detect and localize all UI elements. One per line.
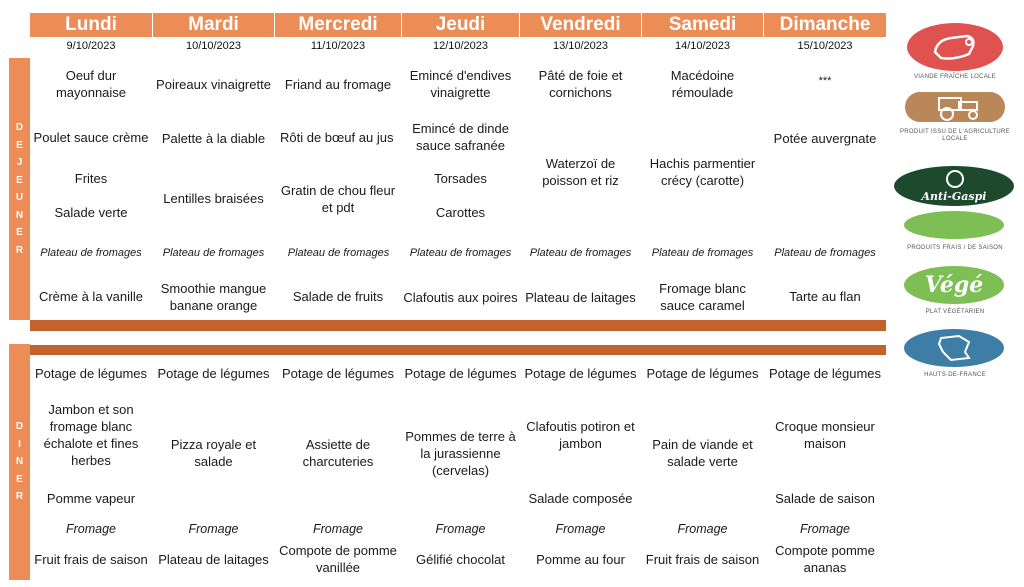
dej-accomp-jeudi-2: Carottes — [435, 204, 486, 220]
dej-dessert-mercredi: Salade de fruits — [292, 288, 384, 304]
dej-dessert-lundi: Crème à la vanille — [38, 288, 144, 304]
date-jeudi: 12/10/2023 — [432, 40, 489, 52]
date-mardi: 10/10/2023 — [185, 40, 242, 52]
dej-plat-jeudi: Emincé de dinde sauce safranée — [412, 121, 509, 153]
dej-entree-lundi: Oeuf dur mayonnaise — [55, 68, 127, 100]
side-letter: E — [16, 473, 23, 485]
side-letter: N — [15, 209, 24, 221]
din-dessert-samedi: Fruit frais de saison — [645, 551, 760, 567]
din-dessert-mercredi: Compote de pomme vanillée — [279, 543, 397, 575]
dej-fromage-lundi: Plateau de fromages — [40, 246, 142, 259]
dej-dessert-mardi: Smoothie mangue banane orange — [160, 281, 267, 313]
din-plat-mercredi: Assiette de charcuteries — [302, 437, 374, 469]
dinner-start-band — [30, 345, 886, 355]
meat-icon — [905, 22, 1005, 72]
tractor-icon — [903, 90, 1007, 124]
anti-gaspi-text: Anti-Gaspi — [921, 190, 987, 203]
dej-accomp-jeudi: Torsades — [434, 170, 487, 186]
dej-accomp-lundi: Frites — [74, 170, 108, 186]
date-vendredi: 13/10/2023 — [552, 40, 609, 52]
dej-accomp-mercredi: Gratin de chou fleur et pdt — [280, 183, 396, 215]
din-dessert-dimanche: Compote pomme ananas — [775, 543, 875, 575]
dej-plat-samedi: Hachis parmentier crécy (carotte) — [649, 156, 756, 188]
din-fromage-jeudi: Fromage — [435, 521, 486, 536]
dej-entree-dimanche: *** — [818, 74, 832, 87]
dej-entree-samedi: Macédoine rémoulade — [670, 68, 735, 100]
din-dessert-mardi: Plateau de laitages — [158, 551, 269, 567]
dej-plat-lundi: Poulet sauce crème — [33, 129, 149, 145]
lunch-end-band — [30, 320, 886, 331]
side-letter: E — [16, 174, 23, 186]
din-dessert-jeudi: Gélifié chocolat — [416, 551, 505, 567]
dej-dessert-vendredi: Plateau de laitages — [525, 289, 636, 305]
din-fromage-mercredi: Fromage — [312, 521, 364, 536]
dej-accomp-lundi-2: Salade verte — [54, 204, 128, 220]
din-fromage-samedi: Fromage — [677, 521, 728, 536]
din-plat-samedi: Pain de viande et salade verte — [652, 437, 753, 469]
dej-dessert-dimanche: Tarte au flan — [789, 288, 861, 304]
dej-dessert-jeudi: Clafoutis aux poires — [403, 289, 518, 305]
din-plat-lundi: Jambon et son fromage blanc échalote et fines herbes — [43, 402, 139, 468]
din-potage-samedi: Potage de légumes — [646, 365, 759, 381]
din-potage-lundi: Potage de légumes — [34, 365, 148, 381]
day-header-lundi: Lundi — [65, 14, 117, 35]
fresh-produce-icon — [903, 210, 1005, 240]
side-letter: E — [16, 139, 23, 151]
vege-text: Végé — [924, 272, 984, 298]
header-divider — [274, 13, 275, 37]
hauts-de-france-icon — [903, 328, 1005, 368]
legend-hdf-label: HAUTS-DE-FRANCE — [924, 372, 986, 378]
dej-entree-mardi: Poireaux vinaigrette — [156, 76, 271, 92]
din-plat-dimanche: Croque monsieur maison — [775, 419, 875, 451]
din-fromage-mardi: Fromage — [188, 521, 239, 536]
dej-entree-jeudi: Emincé d'endives vinaigrette — [409, 68, 512, 100]
din-fromage-dimanche: Fromage — [799, 521, 851, 536]
dejeuner-side-label — [9, 58, 30, 320]
dej-entree-mercredi: Friand au fromage — [284, 76, 392, 92]
date-dimanche: 15/10/2023 — [797, 40, 853, 52]
header-divider — [401, 13, 402, 37]
din-plat-jeudi: Pommes de terre à la jurassienne (cervelas) — [405, 428, 516, 478]
legend-viande-label: VIANDE FRAÎCHE LOCALE — [914, 74, 996, 80]
side-letter: R — [15, 244, 24, 256]
din-dessert-vendredi: Pomme au four — [536, 551, 625, 567]
legend-agriculture-label: PRODUIT ISSU DE L'AGRICULTURE LOCALE — [900, 129, 1010, 142]
day-header-mercredi: Mercredi — [298, 14, 378, 35]
dej-plat-dimanche: Potée auvergnate — [773, 130, 877, 146]
date-samedi: 14/10/2023 — [674, 40, 731, 52]
date-mercredi: 11/10/2023 — [310, 40, 366, 52]
side-letter: N — [15, 456, 24, 468]
dej-plat-mardi: Palette à la diable — [161, 130, 266, 146]
header-divider — [641, 13, 642, 37]
din-fromage-lundi: Fromage — [65, 521, 117, 536]
day-header-vendredi: Vendredi — [540, 14, 621, 35]
side-letter: D — [15, 421, 24, 433]
dej-fromage-dimanche: Plateau de fromages — [774, 246, 876, 259]
diner-side-label — [9, 344, 30, 580]
header-divider — [152, 13, 153, 37]
header-divider — [519, 13, 520, 37]
din-plat-mardi: Pizza royale et salade — [170, 437, 257, 469]
din-dessert-lundi: Fruit frais de saison — [34, 551, 148, 567]
dej-fromage-mardi: Plateau de fromages — [162, 246, 265, 259]
dej-fromage-jeudi: Plateau de fromages — [409, 246, 512, 259]
day-header-samedi: Samedi — [668, 14, 737, 35]
date-lundi: 9/10/2023 — [66, 40, 116, 52]
dej-plat-vendredi: Waterzoï de poisson et riz — [542, 156, 619, 188]
din-potage-dimanche: Potage de légumes — [768, 365, 882, 381]
dej-plat-mercredi: Rôti de bœuf au jus — [280, 129, 394, 145]
dej-fromage-mercredi: Plateau de fromages — [287, 246, 390, 259]
din-accomp-dimanche: Salade de saison — [775, 490, 875, 506]
day-header-dimanche: Dimanche — [779, 14, 871, 35]
side-letter: J — [16, 157, 23, 168]
din-accomp-lundi: Pomme vapeur — [46, 490, 136, 506]
day-header-mardi: Mardi — [188, 14, 239, 35]
side-letter: I — [18, 438, 21, 450]
dej-accomp-mardi: Lentilles braisées — [163, 190, 264, 206]
dej-dessert-samedi: Fromage blanc sauce caramel — [659, 281, 746, 313]
din-plat-vendredi: Clafoutis potiron et jambon — [526, 419, 635, 451]
din-accomp-vendredi: Salade composée — [528, 490, 633, 506]
legend-vegetarien-label: PLAT VÉGÉTARIEN — [925, 309, 985, 315]
side-letter: D — [15, 122, 24, 133]
header-divider — [763, 13, 764, 37]
dej-fromage-samedi: Plateau de fromages — [651, 246, 754, 259]
dej-fromage-vendredi: Plateau de fromages — [529, 246, 632, 259]
side-letter: E — [16, 227, 23, 238]
din-fromage-vendredi: Fromage — [555, 521, 606, 536]
din-potage-jeudi: Potage de légumes — [404, 365, 517, 381]
din-potage-mardi: Potage de légumes — [157, 365, 270, 381]
dej-entree-vendredi: Pâté de foie et cornichons — [538, 68, 623, 100]
din-potage-vendredi: Potage de légumes — [524, 365, 637, 381]
side-letter: R — [15, 491, 24, 503]
side-letter: U — [15, 192, 24, 203]
day-header-jeudi: Jeudi — [435, 14, 486, 35]
legend-saison-label: PRODUITS FRAIS / DE SAISON — [907, 245, 1003, 251]
din-potage-mercredi: Potage de légumes — [281, 365, 395, 381]
